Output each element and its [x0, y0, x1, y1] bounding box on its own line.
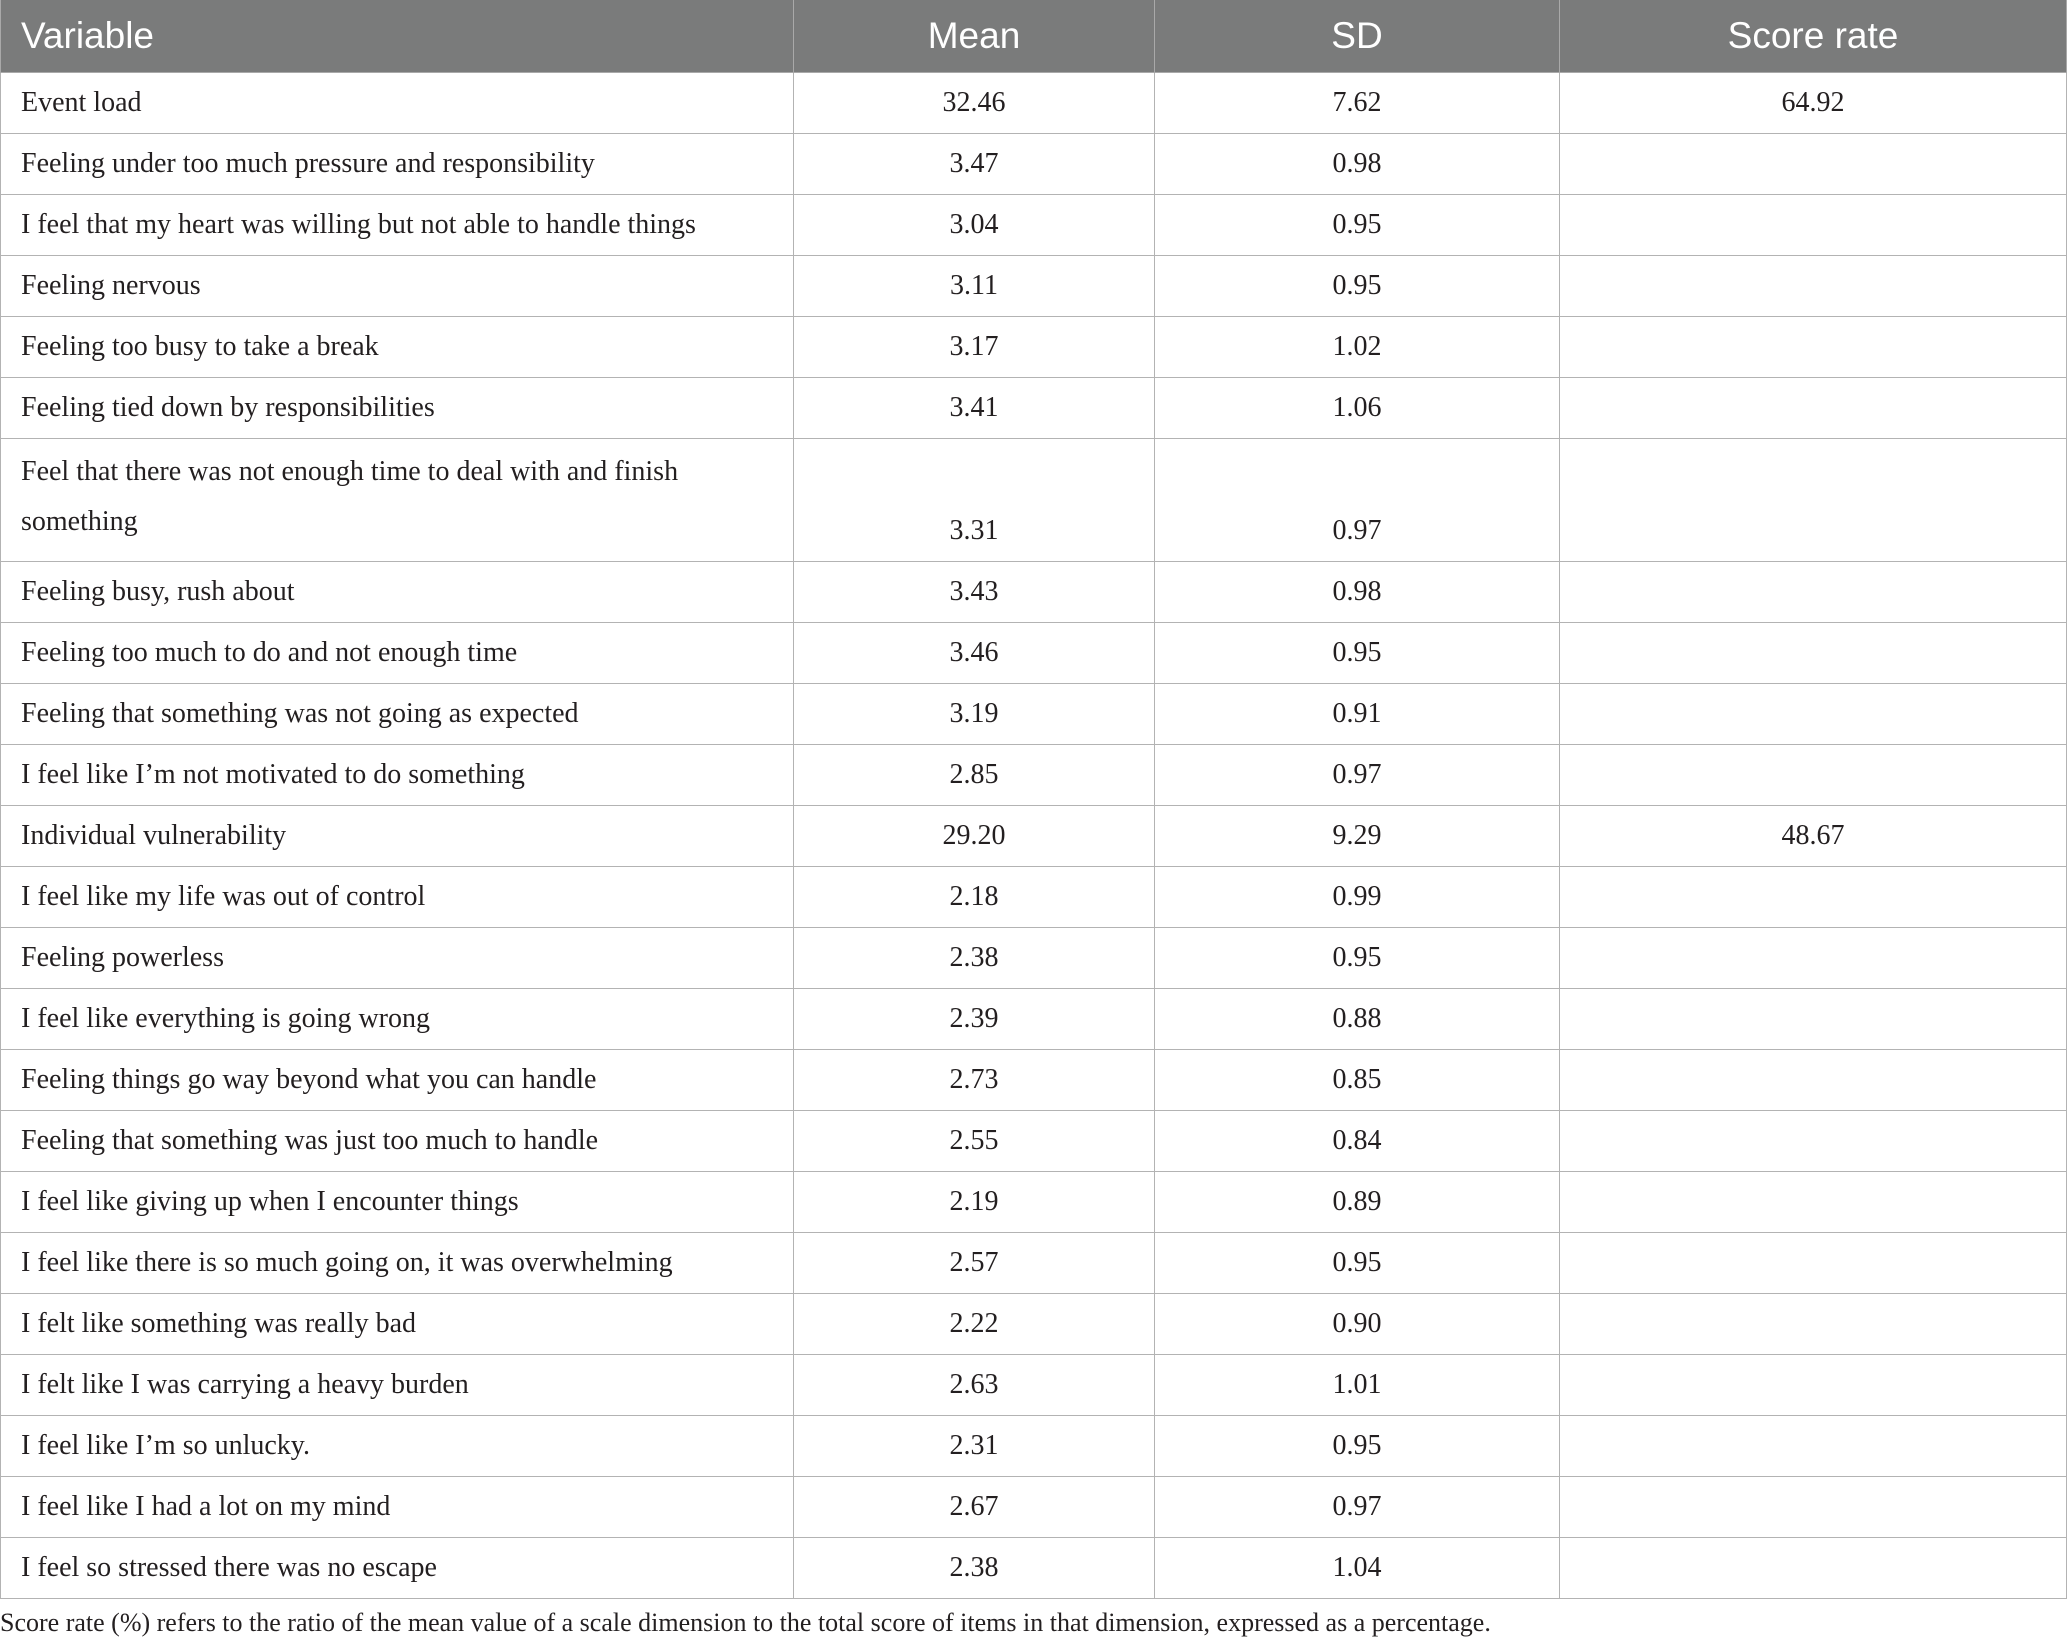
cell-mean: 3.43 — [794, 562, 1155, 623]
cell-sd: 0.90 — [1155, 1294, 1560, 1355]
cell-mean: 29.20 — [794, 806, 1155, 867]
cell-sd: 0.97 — [1155, 745, 1560, 806]
cell-sd: 0.85 — [1155, 1050, 1560, 1111]
cell-mean: 2.39 — [794, 989, 1155, 1050]
cell-variable: Feeling tied down by responsibilities — [1, 378, 794, 439]
table-row — [1, 1538, 2067, 1599]
cell-variable: Feeling powerless — [1, 928, 794, 989]
table-row — [1, 928, 2067, 989]
table-row — [1, 378, 2067, 439]
cell-score-rate — [1560, 1294, 2067, 1355]
cell-score-rate — [1560, 989, 2067, 1050]
cell-score-rate — [1560, 134, 2067, 195]
table-row — [1, 317, 2067, 378]
table-row — [1, 989, 2067, 1050]
cell-sd: 0.95 — [1155, 256, 1560, 317]
cell-mean: 2.73 — [794, 1050, 1155, 1111]
cell-score-rate — [1560, 1233, 2067, 1294]
table-row — [1, 73, 2067, 134]
cell-mean: 2.22 — [794, 1294, 1155, 1355]
cell-sd: 0.89 — [1155, 1172, 1560, 1233]
cell-mean: 3.46 — [794, 623, 1155, 684]
cell-sd: 0.95 — [1155, 1416, 1560, 1477]
cell-score-rate — [1560, 439, 2067, 562]
cell-sd: 1.02 — [1155, 317, 1560, 378]
cell-variable: I feel like there is so much going on, it was overwhelming — [1, 1233, 794, 1294]
cell-sd: 0.95 — [1155, 928, 1560, 989]
cell-variable: Feeling busy, rush about — [1, 562, 794, 623]
cell-sd: 0.95 — [1155, 623, 1560, 684]
cell-sd: 0.97 — [1155, 1477, 1560, 1538]
cell-variable: I feel like everything is going wrong — [1, 989, 794, 1050]
cell-mean: 3.04 — [794, 195, 1155, 256]
header-row — [1, 0, 2067, 73]
cell-mean: 3.47 — [794, 134, 1155, 195]
cell-sd: 9.29 — [1155, 806, 1560, 867]
table-row — [1, 806, 2067, 867]
cell-variable: I feel like I’m so unlucky. — [1, 1416, 794, 1477]
cell-variable: Feeling things go way beyond what you can handle — [1, 1050, 794, 1111]
table-row — [1, 1111, 2067, 1172]
cell-sd: 0.98 — [1155, 134, 1560, 195]
cell-variable: Feeling nervous — [1, 256, 794, 317]
cell-mean: 2.63 — [794, 1355, 1155, 1416]
cell-mean: 2.85 — [794, 745, 1155, 806]
header-sd: SD — [1155, 0, 1560, 73]
table-row — [1, 195, 2067, 256]
table-row — [1, 256, 2067, 317]
cell-sd: 0.95 — [1155, 195, 1560, 256]
cell-score-rate — [1560, 684, 2067, 745]
cell-mean: 3.11 — [794, 256, 1155, 317]
cell-variable: Individual vulnerability — [1, 806, 794, 867]
cell-sd: 0.88 — [1155, 989, 1560, 1050]
table-row — [1, 684, 2067, 745]
cell-score-rate — [1560, 317, 2067, 378]
header-score-rate: Score rate — [1560, 0, 2067, 73]
cell-score-rate — [1560, 623, 2067, 684]
cell-variable: I feel so stressed there was no escape — [1, 1538, 794, 1599]
cell-score-rate — [1560, 1477, 2067, 1538]
cell-score-rate — [1560, 256, 2067, 317]
table-header — [1, 0, 2067, 73]
cell-mean: 2.67 — [794, 1477, 1155, 1538]
cell-sd: 0.99 — [1155, 867, 1560, 928]
header-variable: Variable — [1, 0, 794, 73]
cell-sd: 1.06 — [1155, 378, 1560, 439]
table-row — [1, 1477, 2067, 1538]
table-row — [1, 745, 2067, 806]
cell-mean: 2.31 — [794, 1416, 1155, 1477]
cell-score-rate — [1560, 1111, 2067, 1172]
cell-variable: Feeling that something was just too much to handle — [1, 1111, 794, 1172]
table-row — [1, 1355, 2067, 1416]
cell-sd: 0.95 — [1155, 1233, 1560, 1294]
cell-sd: 0.98 — [1155, 562, 1560, 623]
cell-variable: I feel like I’m not motivated to do something — [1, 745, 794, 806]
table-body — [1, 73, 2067, 1599]
cell-variable: Feel that there was not enough time to deal with and finish something — [1, 439, 794, 562]
table-row — [1, 867, 2067, 928]
cell-variable: Feeling under too much pressure and responsibility — [1, 134, 794, 195]
cell-variable: I feel like I had a lot on my mind — [1, 1477, 794, 1538]
cell-sd: 7.62 — [1155, 73, 1560, 134]
cell-score-rate — [1560, 928, 2067, 989]
cell-score-rate — [1560, 1416, 2067, 1477]
cell-mean: 3.17 — [794, 317, 1155, 378]
table-row — [1, 1050, 2067, 1111]
cell-mean: 2.38 — [794, 928, 1155, 989]
table-row — [1, 562, 2067, 623]
cell-mean: 2.57 — [794, 1233, 1155, 1294]
cell-mean: 3.31 — [794, 439, 1155, 562]
cell-variable: Feeling too busy to take a break — [1, 317, 794, 378]
cell-sd: 1.04 — [1155, 1538, 1560, 1599]
cell-mean: 2.19 — [794, 1172, 1155, 1233]
cell-variable: I feel like giving up when I encounter things — [1, 1172, 794, 1233]
cell-variable: I feel that my heart was willing but not able to handle things — [1, 195, 794, 256]
cell-variable: Feeling that something was not going as expected — [1, 684, 794, 745]
cell-mean: 2.18 — [794, 867, 1155, 928]
cell-score-rate — [1560, 562, 2067, 623]
table-row — [1, 439, 2067, 562]
cell-score-rate — [1560, 195, 2067, 256]
cell-sd: 1.01 — [1155, 1355, 1560, 1416]
cell-score-rate — [1560, 378, 2067, 439]
cell-mean: 32.46 — [794, 73, 1155, 134]
cell-score-rate — [1560, 1050, 2067, 1111]
cell-mean: 2.55 — [794, 1111, 1155, 1172]
cell-mean: 3.41 — [794, 378, 1155, 439]
cell-score-rate — [1560, 867, 2067, 928]
cell-score-rate: 64.92 — [1560, 73, 2067, 134]
table-row — [1, 1416, 2067, 1477]
table-row — [1, 134, 2067, 195]
cell-score-rate — [1560, 1355, 2067, 1416]
cell-variable: Feeling too much to do and not enough time — [1, 623, 794, 684]
table-row — [1, 1233, 2067, 1294]
cell-sd: 0.97 — [1155, 439, 1560, 562]
cell-score-rate — [1560, 1538, 2067, 1599]
cell-variable: I feel like my life was out of control — [1, 867, 794, 928]
cell-sd: 0.91 — [1155, 684, 1560, 745]
cell-mean: 3.19 — [794, 684, 1155, 745]
cell-variable: Event load — [1, 73, 794, 134]
cell-score-rate — [1560, 1172, 2067, 1233]
cell-score-rate — [1560, 745, 2067, 806]
table-footnote: Score rate (%) refers to the ratio of the mean value of a scale dimension to the total score of items in that dimension, expressed as a percentage. — [0, 1608, 1491, 1637]
cell-mean: 2.38 — [794, 1538, 1155, 1599]
table-row — [1, 623, 2067, 684]
table-row — [1, 1294, 2067, 1355]
header-mean: Mean — [794, 0, 1155, 73]
table-row — [1, 1172, 2067, 1233]
cell-sd: 0.84 — [1155, 1111, 1560, 1172]
cell-score-rate: 48.67 — [1560, 806, 2067, 867]
cell-variable: I felt like I was carrying a heavy burden — [1, 1355, 794, 1416]
cell-variable: I felt like something was really bad — [1, 1294, 794, 1355]
